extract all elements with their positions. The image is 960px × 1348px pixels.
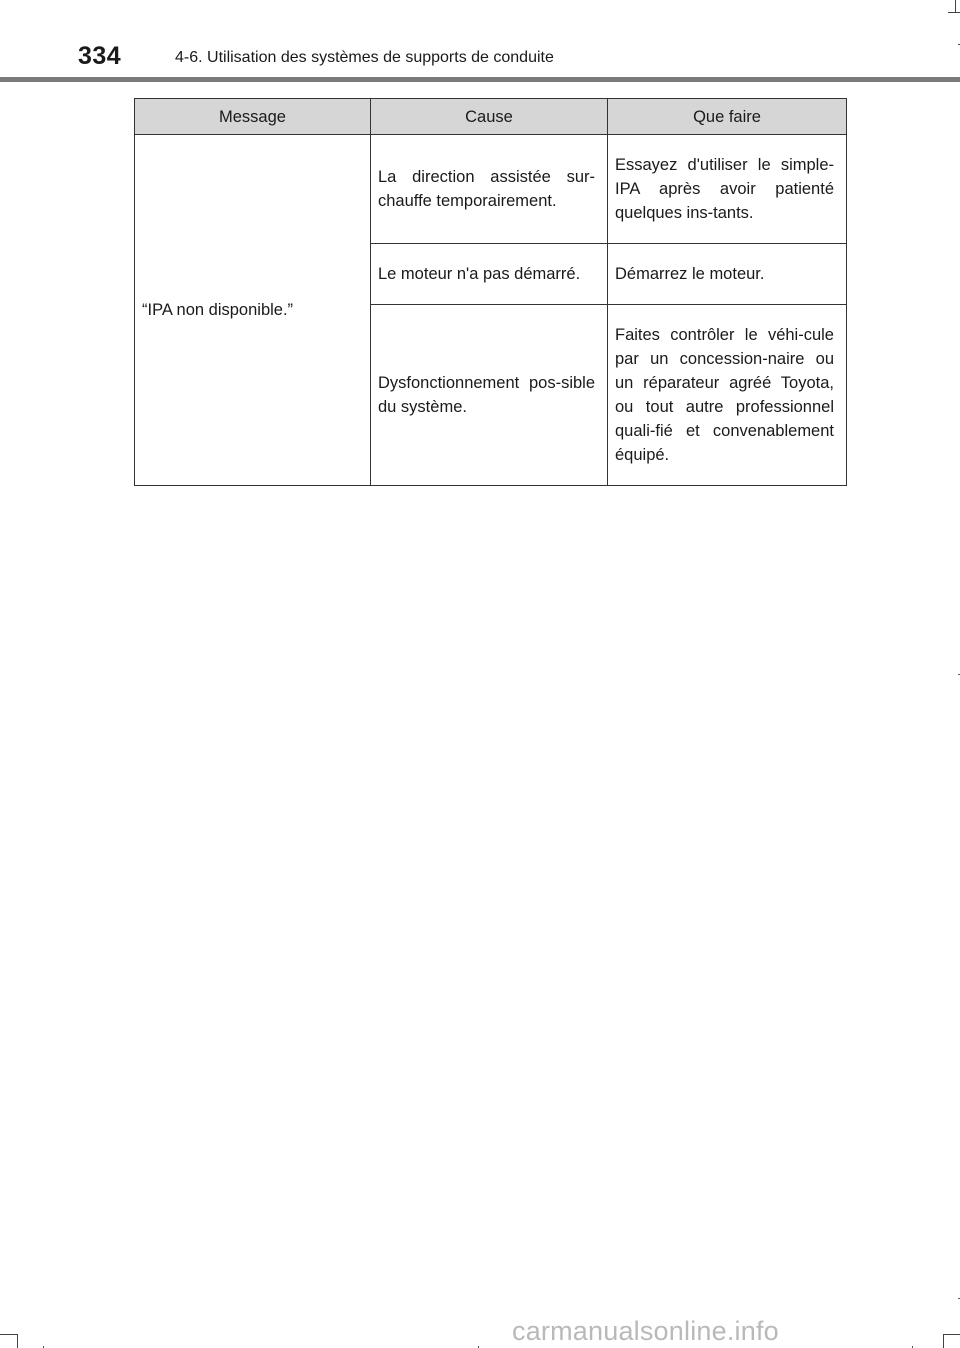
page-number: 334 (78, 42, 122, 70)
column-header-cause: Cause (371, 99, 608, 135)
message-cell: “IPA non disponible.” (135, 135, 371, 486)
crop-mark-top-right (955, 0, 956, 12)
column-header-action: Que faire (608, 99, 847, 135)
table-header-row (135, 99, 847, 135)
table-row (135, 135, 847, 244)
crop-mark-top-right-h (948, 12, 960, 13)
header-rule (0, 77, 960, 82)
action-cell: Essayez d'utiliser le simple-IPA après avoir patienté quelques ins-tants. (608, 135, 847, 244)
section-title: 4-6. Utilisation des systèmes de supports de conduite (175, 49, 554, 66)
crop-mark-bottom-left-h (0, 1334, 17, 1335)
cause-cell: La direction assistée sur-chauffe temporairement. (371, 135, 608, 244)
watermark: carmanualsonline.info (512, 1316, 779, 1346)
message-table (134, 98, 847, 486)
cause-cell: Dysfonctionnement pos-sible du système. (371, 305, 608, 486)
cause-cell: Le moteur n'a pas démarré. (371, 244, 608, 305)
crop-mark-bottom-right (943, 1334, 944, 1348)
action-cell: Faites contrôler le véhi-cule par un concession-naire ou un réparateur agréé Toyota, ou tout autre professionnel quali-fié et convenablement équipé. (608, 305, 847, 486)
crop-mark-bottom-left (17, 1334, 18, 1348)
action-cell: Démarrez le moteur. (608, 244, 847, 305)
crop-mark-bottom-right-h (943, 1334, 960, 1335)
column-header-message: Message (135, 99, 371, 135)
